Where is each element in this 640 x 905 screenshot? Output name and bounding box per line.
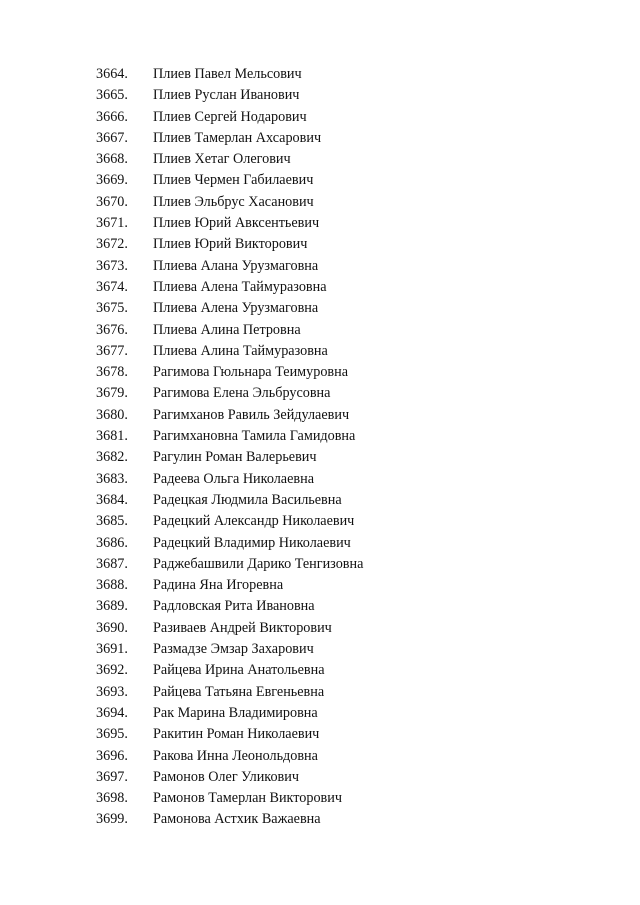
entry-full-name: Плиева Алина Петровна	[153, 321, 301, 338]
entry-number: 3677.	[96, 342, 128, 359]
list-item	[0, 405, 640, 426]
entry-number: 3676.	[96, 321, 128, 338]
list-item	[0, 682, 640, 703]
entry-number: 3683.	[96, 470, 128, 487]
entry-number: 3670.	[96, 193, 128, 210]
list-item	[0, 320, 640, 341]
entry-full-name: Радецкий Александр Николаевич	[153, 513, 355, 530]
entry-number: 3675.	[96, 300, 128, 317]
entry-full-name: Плиева Алена Таймуразовна	[153, 278, 327, 295]
entry-number: 3696.	[96, 747, 128, 764]
list-item	[0, 298, 640, 319]
list-item	[0, 639, 640, 660]
list-item	[0, 596, 640, 617]
entry-full-name: Плиев Тамерлан Ахсарович	[153, 129, 322, 146]
entry-full-name: Рамонов Олег Уликович	[153, 768, 299, 785]
entry-number: 3668.	[96, 151, 128, 168]
entry-full-name: Радина Яна Игоревна	[153, 577, 284, 594]
entry-full-name: Радеева Ольга Николаевна	[153, 470, 314, 487]
entry-number: 3687.	[96, 555, 128, 572]
entry-number: 3669.	[96, 172, 128, 189]
entry-number: 3698.	[96, 790, 128, 807]
entry-full-name: Рагимова Гюльнара Теимуровна	[153, 364, 349, 381]
entry-number: 3684.	[96, 491, 128, 508]
entry-number: 3667.	[96, 129, 128, 146]
list-item	[0, 64, 640, 85]
list-item	[0, 362, 640, 383]
list-item	[0, 703, 640, 724]
list-item	[0, 192, 640, 213]
entry-full-name: Плиев Чермен Габилаевич	[153, 172, 314, 189]
entry-number: 3671.	[96, 215, 128, 232]
entry-number: 3673.	[96, 257, 128, 274]
entry-full-name: Плиева Алена Урузмаговна	[153, 300, 319, 317]
list-item	[0, 746, 640, 767]
entry-full-name: Плиева Алина Таймуразовна	[153, 342, 328, 359]
entry-full-name: Рагимханов Равиль Зейдулаевич	[153, 406, 350, 423]
entry-full-name: Рамонов Тамерлан Викторович	[153, 790, 342, 807]
entry-full-name: Радецкий Владимир Николаевич	[153, 534, 351, 551]
entry-full-name: Плиев Юрий Викторович	[153, 236, 308, 253]
entry-full-name: Рагулин Роман Валерьевич	[153, 449, 317, 466]
list-item	[0, 277, 640, 298]
list-item	[0, 85, 640, 106]
entry-number: 3699.	[96, 811, 128, 828]
list-item	[0, 128, 640, 149]
entry-full-name: Рак Марина Владимировна	[153, 704, 318, 721]
list-item	[0, 724, 640, 745]
list-item	[0, 383, 640, 404]
entry-number: 3682.	[96, 449, 128, 466]
entry-number: 3680.	[96, 406, 128, 423]
entry-number: 3664.	[96, 66, 128, 82]
list-item	[0, 256, 640, 277]
entry-number: 3694.	[96, 704, 128, 721]
entry-full-name: Плиев Руслан Иванович	[153, 87, 300, 104]
entry-number: 3695.	[96, 726, 128, 743]
entry-number: 3679.	[96, 385, 128, 402]
entry-full-name: Рамонова Астхик Важаевна	[153, 811, 321, 828]
entry-number: 3665.	[96, 87, 128, 104]
entry-number: 3692.	[96, 662, 128, 679]
entry-full-name: Ракитин Роман Николаевич	[153, 726, 320, 743]
entry-number: 3689.	[96, 598, 128, 615]
list-item	[0, 618, 640, 639]
entry-full-name: Плиев Сергей Нодарович	[153, 108, 307, 125]
numbered-name-list	[0, 64, 640, 831]
entry-full-name: Рагимова Елена Эльбрусовна	[153, 385, 331, 402]
list-item	[0, 469, 640, 490]
list-item	[0, 554, 640, 575]
entry-number: 3681.	[96, 428, 128, 445]
entry-number: 3697.	[96, 768, 128, 785]
entry-number: 3691.	[96, 641, 128, 658]
entry-full-name: Плиев Юрий Авксентьевич	[153, 215, 320, 232]
entry-full-name: Плиева Алана Урузмаговна	[153, 257, 319, 274]
entry-number: 3693.	[96, 683, 128, 700]
list-item	[0, 213, 640, 234]
list-item	[0, 490, 640, 511]
list-item	[0, 533, 640, 554]
list-item	[0, 660, 640, 681]
entry-full-name: Рагимхановна Тамила Гамидовна	[153, 428, 356, 445]
list-item	[0, 575, 640, 596]
entry-number: 3672.	[96, 236, 128, 253]
entry-full-name: Ракова Инна Леонольдовна	[153, 747, 318, 764]
entry-full-name: Райцева Татьяна Евгеньевна	[153, 683, 325, 700]
entry-full-name: Плиев Эльбрус Хасанович	[153, 193, 314, 210]
list-item	[0, 234, 640, 255]
list-item	[0, 809, 640, 830]
list-item	[0, 426, 640, 447]
entry-full-name: Райцева Ирина Анатольевна	[153, 662, 325, 679]
list-item	[0, 107, 640, 128]
list-item	[0, 341, 640, 362]
entry-full-name: Размадзе Эмзар Захарович	[153, 641, 314, 658]
entry-full-name: Радецкая Людмила Васильевна	[153, 491, 342, 508]
list-item	[0, 149, 640, 170]
list-item	[0, 767, 640, 788]
entry-number: 3688.	[96, 577, 128, 594]
entry-full-name: Раджебашвили Дарико Тенгизовна	[153, 555, 364, 572]
list-item	[0, 447, 640, 468]
list-item	[0, 170, 640, 191]
list-item	[0, 511, 640, 532]
entry-full-name: Радловская Рита Ивановна	[153, 598, 315, 615]
list-item	[0, 788, 640, 809]
entry-full-name: Разиваев Андрей Викторович	[153, 619, 332, 636]
entry-number: 3666.	[96, 108, 128, 125]
entry-number: 3690.	[96, 619, 128, 636]
entry-full-name: Плиев Павел Мельсович	[153, 66, 302, 82]
entry-number: 3678.	[96, 364, 128, 381]
entry-number: 3686.	[96, 534, 128, 551]
entry-number: 3685.	[96, 513, 128, 530]
entry-full-name: Плиев Хетаг Олегович	[153, 151, 291, 168]
entry-number: 3674.	[96, 278, 128, 295]
